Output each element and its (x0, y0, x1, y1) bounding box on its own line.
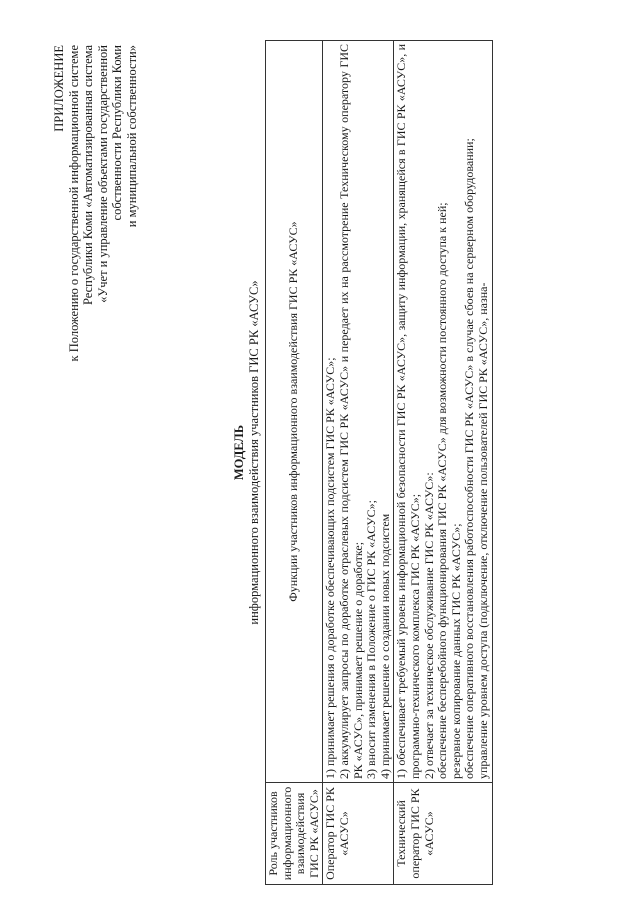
row-role: Технический оператор ГИС РК «АСУС» (394, 783, 492, 885)
appendix-line: и муниципальной собственности» (124, 45, 139, 228)
appendix-block (52, 45, 140, 405)
appendix-line: «Учет и управление объектами государственной (95, 45, 110, 303)
row-functions (323, 41, 394, 783)
table-row (323, 41, 394, 885)
row-role: Оператор ГИС РК «АСУС» (323, 783, 394, 885)
interaction-model-table (265, 40, 493, 885)
function-item: управление уровнем доступа (подключение, отключение пользователей ГИС РК «АСУС», назна- (475, 282, 490, 779)
function-item: 2) аккумулирует запросы по доработке отраслевых подсистем ГИС РК «АСУС» и передает их на рассмотрение Техническому оператору ГИС РК «АСУС», принимает решение о доработке; (336, 44, 365, 779)
heading-title: МОДЕЛЬ (232, 424, 246, 481)
function-item: 1) принимает решения о доработке обеспечивающих подсистем ГИС РК «АСУС»; (323, 357, 338, 779)
header-role: Роль участников информационного взаимодействия ГИС РК «АСУС» (266, 783, 323, 885)
function-item: 3) вносит изменения в Положение о ГИС РК «АСУС»; (364, 500, 379, 779)
appendix-title: ПРИЛОЖЕНИЕ (52, 45, 66, 132)
function-item: 2) отвечает за техническое обслуживание ГИС РК «АСУС»: (421, 472, 436, 779)
function-item: резервное копирование данных ГИС РК «АСУС»; (448, 523, 463, 779)
heading-subtitle: информационного взаимодействия участников ГИС РК «АСУС» (246, 280, 261, 625)
header-functions: Функции участников информационного взаимодействия ГИС РК «АСУС» (266, 41, 323, 783)
appendix-line: Республики Коми «Автоматизированная система (81, 45, 96, 306)
function-item: 1) обеспечивает требуемый уровень информационной безопасности ГИС РК «АСУС», защиту информации, хранящейся в ГИС РК «АСУС», и программно-технического комплекса ГИС РК «АСУС»; (394, 44, 422, 779)
function-item: 4) принимает решение о создании новых подсистем (377, 513, 392, 779)
table-header-row (266, 41, 323, 885)
table-row (394, 41, 492, 885)
document-heading (232, 0, 261, 905)
appendix-line: собственности Республики Коми (110, 45, 125, 221)
function-item: обеспечение бесперебойного функционирования ГИС РК «АСУС» для возможности постоянного доступа к ней; (435, 202, 450, 779)
function-item: обеспечение оперативного восстановления работоспособности ГИС РК «АСУС» в случае сбоев на серверном оборудовании; (462, 138, 477, 779)
row-functions (394, 41, 492, 783)
appendix-line: к Положению о государственной информационной системе (66, 45, 81, 362)
